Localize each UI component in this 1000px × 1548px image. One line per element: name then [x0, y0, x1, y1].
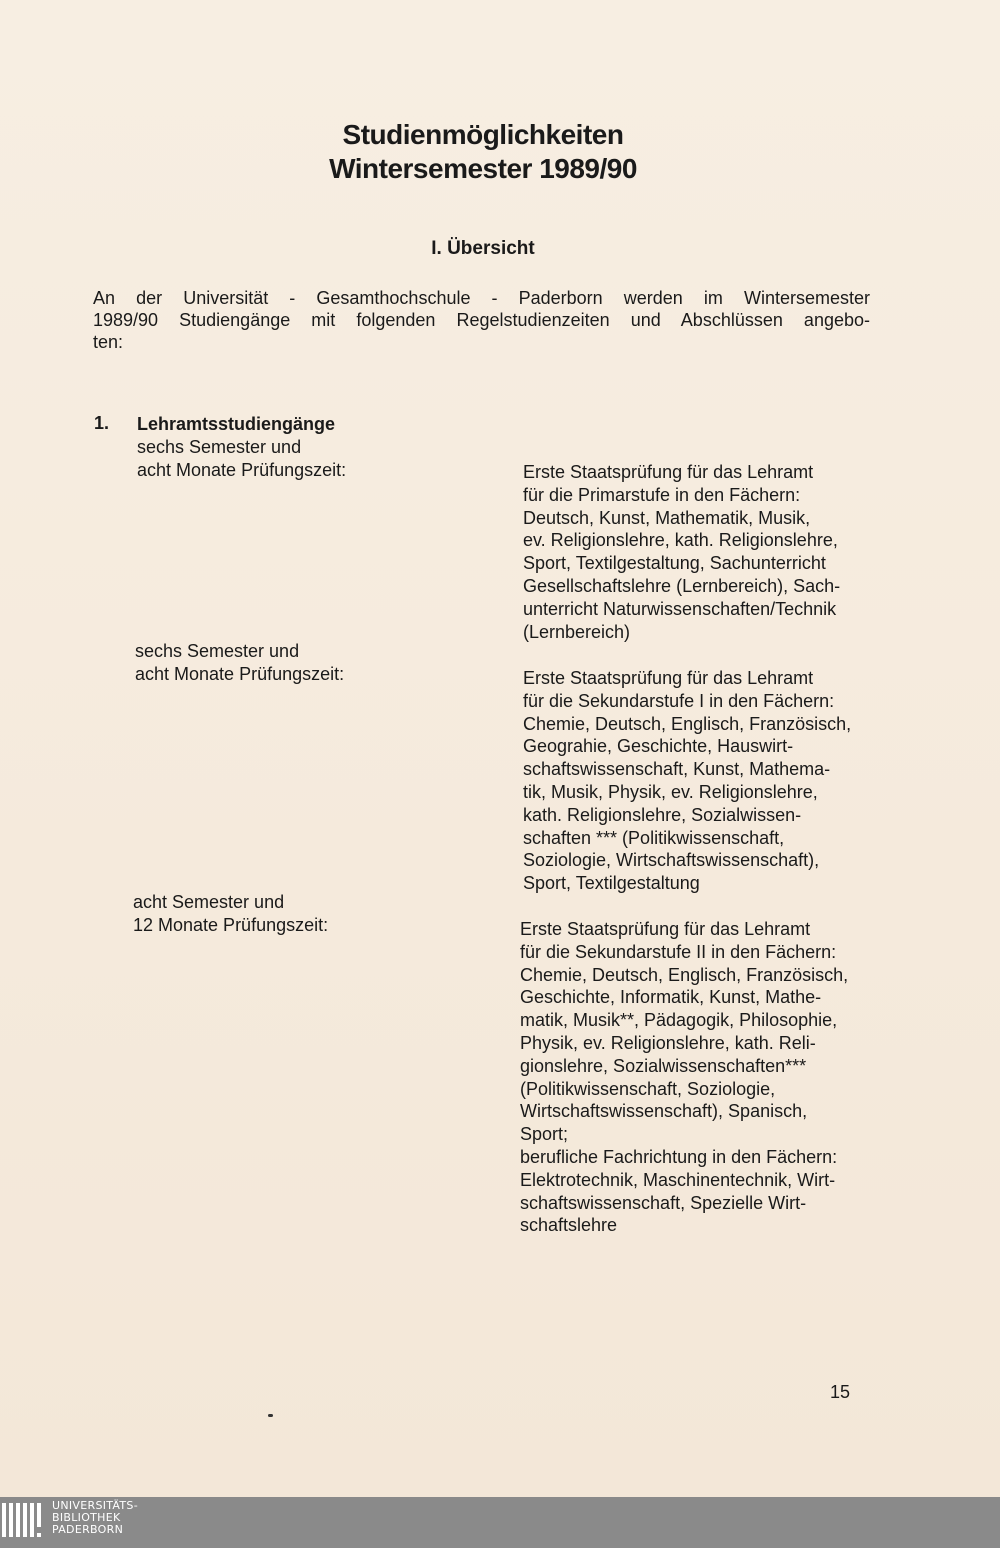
description-line: matik, Musik**, Pädagogik, Philosophie,	[520, 1010, 838, 1031]
description-line: Elektrotechnik, Maschinentechnik, Wirt-	[520, 1169, 836, 1190]
library-name-line: UNIVERSITÄTS-	[52, 1499, 138, 1512]
description-line: Chemie, Deutsch, Englisch, Französisch,	[523, 713, 852, 734]
description-line: Chemie, Deutsch, Englisch, Französisch,	[520, 964, 849, 985]
library-name	[52, 1500, 138, 1536]
entry-1-description	[523, 461, 840, 643]
description-line: kath. Religionslehre, Sozialwissen-	[523, 804, 802, 825]
library-footer	[0, 1497, 1000, 1548]
description-line: schaftswissenschaft, Kunst, Mathema-	[523, 759, 831, 780]
library-name-line: BIBLIOTHEK	[52, 1511, 121, 1524]
page-title-line2: Wintersemester 1989/90	[329, 153, 637, 184]
entry-2-description	[523, 667, 851, 895]
list-heading: Lehramtsstudiengänge	[137, 414, 336, 434]
duration-line: 12 Monate Prüfungszeit:	[133, 915, 329, 935]
description-line: Physik, ev. Religionslehre, kath. Reli-	[520, 1032, 816, 1053]
description-line: für die Primarstufe in den Fächern:	[523, 484, 801, 505]
description-line: Geschichte, Informatik, Kunst, Mathe-	[520, 987, 822, 1008]
page-title-line1: Studienmöglichkeiten	[342, 119, 624, 150]
duration-line: acht Monate Prüfungszeit:	[135, 664, 345, 684]
description-line: Deutsch, Kunst, Mathematik, Musik,	[523, 507, 811, 528]
description-line: Erste Staatsprüfung für das Lehramt	[523, 668, 814, 688]
entry-1-duration	[137, 413, 346, 482]
description-line: ev. Religionslehre, kath. Religionslehre,	[523, 530, 838, 551]
list-number: 1.	[94, 413, 110, 433]
description-line: gionslehre, Sozialwissenschaften***	[520, 1055, 807, 1076]
description-line: unterricht Naturwissenschaften/Technik	[523, 598, 837, 619]
description-line: Sport;	[520, 1124, 569, 1145]
ink-speck	[268, 1414, 273, 1417]
library-logo-icon	[2, 1501, 46, 1543]
description-line: für die Sekundarstufe II in den Fächern:	[520, 941, 837, 962]
description-line: Soziologie, Wirtschaftswissenschaft),	[523, 850, 820, 871]
description-line: tik, Musik, Physik, ev. Religionslehre,	[523, 781, 818, 802]
description-line: Geograhie, Geschichte, Hauswirt-	[523, 736, 794, 757]
description-line: Gesellschaftslehre (Lernbereich), Sach-	[523, 575, 841, 596]
description-line: schaftslehre	[520, 1215, 618, 1236]
description-line: berufliche Fachrichtung in den Fächern:	[520, 1146, 838, 1167]
duration-line: acht Monate Prüfungszeit:	[137, 460, 347, 480]
description-line: schaften *** (Politikwissenschaft,	[523, 827, 785, 848]
entry-3-description	[520, 918, 848, 1237]
intro-line: An der Universität - Gesamthochschule - Paderborn werden im Wintersemester	[93, 288, 870, 308]
entry-3-duration	[133, 891, 328, 937]
intro-paragraph	[93, 287, 870, 353]
duration-line: sechs Semester und	[137, 437, 302, 457]
intro-line: ten:	[93, 332, 124, 352]
description-line: für die Sekundarstufe I in den Fächern:	[523, 690, 835, 711]
description-line: Erste Staatsprüfung für das Lehramt	[523, 462, 814, 482]
section-heading: I. Übersicht	[431, 238, 535, 259]
description-line: schaftswissenschaft, Spezielle Wirt-	[520, 1192, 807, 1213]
description-line: Sport, Textilgestaltung	[523, 873, 700, 894]
description-line: (Lernbereich)	[523, 621, 631, 642]
description-line: Wirtschaftswissenschaft), Spanisch,	[520, 1101, 808, 1122]
intro-line: 1989/90 Studiengänge mit folgenden Regelstudienzeiten und Abschlüssen angebo-	[93, 310, 870, 330]
duration-line: acht Semester und	[133, 892, 285, 912]
page-number: 15	[830, 1382, 851, 1402]
description-line: Sport, Textilgestaltung, Sachunterricht	[523, 553, 826, 574]
description-line: Erste Staatsprüfung für das Lehramt	[520, 919, 811, 939]
duration-line: sechs Semester und	[135, 641, 300, 661]
description-line: (Politikwissenschaft, Soziologie,	[520, 1078, 776, 1099]
library-name-line: PADERBORN	[52, 1523, 124, 1536]
entry-2-duration	[135, 640, 344, 686]
